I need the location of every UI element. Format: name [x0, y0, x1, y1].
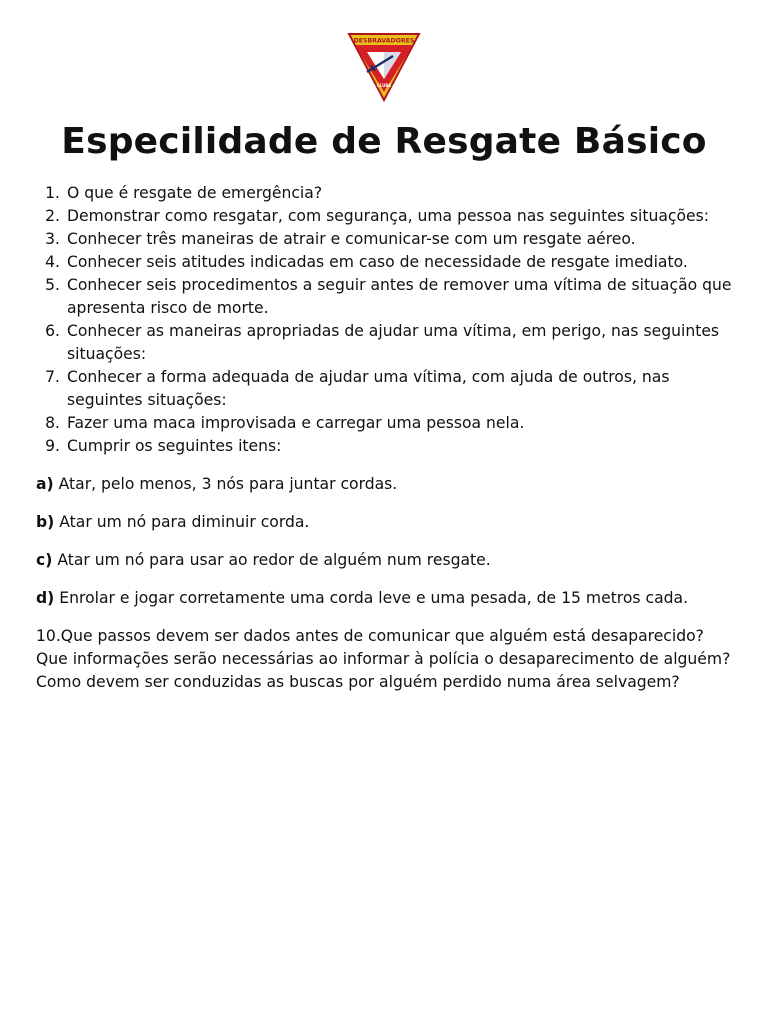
sub-item-text: Atar um nó para diminuir corda. [59, 513, 310, 531]
final-paragraph: 10.Que passos devem ser dados antes de comunicar que alguém está desaparecido? Que informações serão necessárias ao informar à polícia o desaparecimento de alguém? Como devem ser conduzidas as buscas por alguém perdido numa área selvagem? [36, 627, 731, 691]
list-item-text: Cumprir os seguintes itens: [67, 437, 282, 455]
list-item-text: O que é resgate de emergência? [67, 184, 323, 202]
list-item-number: 3. [45, 230, 60, 248]
list-item [36, 274, 736, 320]
list-item-text: Conhecer a forma adequada de ajudar uma vítima, com ajuda de outros, nas seguintes situações: [67, 368, 670, 409]
pathfinders-logo-icon [347, 32, 421, 102]
list-item-text: Conhecer seis procedimentos a seguir antes de remover uma vítima de situação que apresenta risco de morte. [67, 276, 732, 317]
list-item [36, 412, 736, 435]
list-item-number: 2. [45, 207, 60, 225]
logo-text-bottom: CLUBE [376, 83, 392, 88]
sub-item-b [36, 511, 736, 534]
list-item [36, 320, 736, 366]
sub-item-text: Enrolar e jogar corretamente uma corda leve e uma pesada, de 15 metros cada. [59, 589, 689, 607]
sub-item-label: a) [36, 475, 54, 493]
list-item-number: 1. [45, 184, 60, 202]
list-item-text: Conhecer seis atitudes indicadas em caso de necessidade de resgate imediato. [67, 253, 688, 271]
page-title: Especilidade de Resgate Básico [61, 121, 707, 162]
list-item-text: Conhecer as maneiras apropriadas de ajudar uma vítima, em perigo, nas seguintes situações: [67, 322, 720, 363]
sub-item-label: c) [36, 551, 53, 569]
sub-item-d [36, 587, 736, 610]
list-item [36, 251, 736, 274]
sub-item-c [36, 549, 736, 572]
list-item-number: 7. [45, 368, 60, 386]
list-item [36, 366, 736, 412]
list-item-number: 6. [45, 322, 60, 340]
list-item-text: Demonstrar como resgatar, com segurança, uma pessoa nas seguintes situações: [67, 207, 709, 225]
list-item-number: 4. [45, 253, 60, 271]
list-item-text: Fazer uma maca improvisada e carregar uma pessoa nela. [67, 414, 525, 432]
list-item [36, 182, 736, 205]
list-item-number: 9. [45, 437, 60, 455]
sub-item-a [36, 473, 736, 496]
list-item-number: 5. [45, 276, 60, 294]
sub-item-label: d) [36, 589, 55, 607]
list-item [36, 228, 736, 251]
list-item-number: 8. [45, 414, 60, 432]
list-item-text: Conhecer três maneiras de atrair e comunicar-se com um resgate aéreo. [67, 230, 636, 248]
list-item [36, 435, 736, 458]
list-item [36, 205, 736, 228]
document-body [36, 182, 736, 694]
requirements-list [36, 182, 736, 458]
logo-text-top: DESBRAVADORES [353, 37, 415, 45]
sub-item-text: Atar um nó para usar ao redor de alguém num resgate. [57, 551, 491, 569]
sub-item-text: Atar, pelo menos, 3 nós para juntar cordas. [58, 475, 398, 493]
sub-item-label: b) [36, 513, 55, 531]
